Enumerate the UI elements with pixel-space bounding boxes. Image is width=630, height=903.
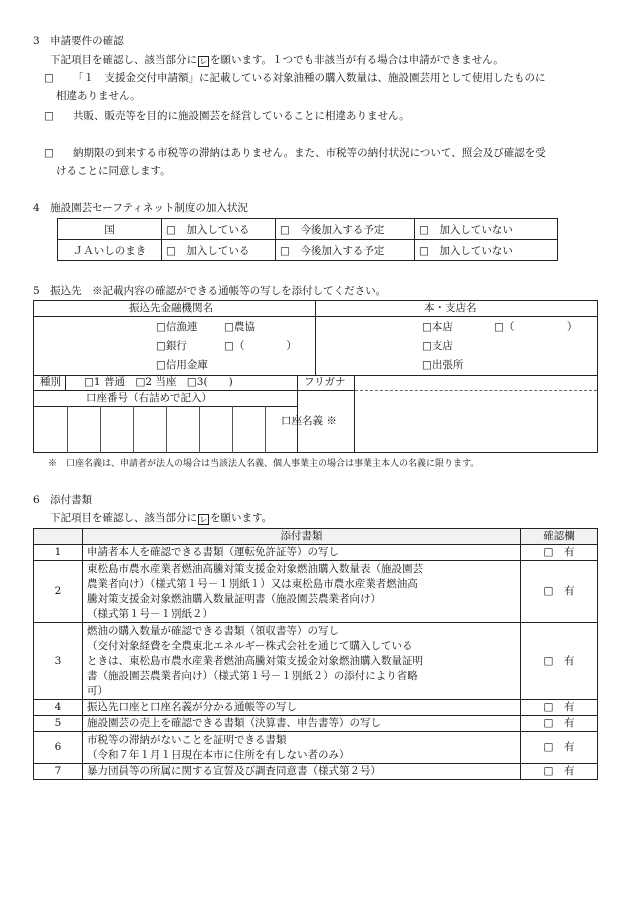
section3-instruction: [50, 53, 504, 67]
country-opt-joined[interactable]: □ 加入している: [162, 219, 276, 240]
attachments-table: [33, 528, 598, 780]
branch-opt-office[interactable]: □出張所: [422, 359, 464, 371]
row-line: 申請者本人を確認できる書類（運転免許証等）の写し: [87, 546, 339, 558]
table-row: [34, 716, 598, 732]
branch-opt-branch[interactable]: □支店: [422, 340, 453, 352]
row-line: 可）: [87, 684, 108, 697]
check-sample: レ: [199, 57, 208, 66]
branch-opt-head[interactable]: □本店: [422, 321, 453, 333]
ja-opt-joined[interactable]: □ 加入している: [162, 240, 276, 261]
s3-item2-checkbox[interactable]: □: [44, 110, 54, 122]
row-check[interactable]: □ 有: [521, 545, 598, 561]
account-note: ※ 口座名義は、申請者が法人の場合は当該法人名義、個人事業主の場合は事業主本人の名義に限ります。: [48, 459, 480, 469]
col-doc-header: 添付書類: [83, 529, 521, 545]
type-label: 種別: [40, 376, 61, 388]
row-line: 振込先口座と口座名義が分かる通帳等の写し: [87, 701, 297, 713]
bank-name-header: 振込先金融機関名: [129, 302, 213, 314]
row-ja-label: ＪＡいしのまき: [58, 240, 162, 261]
account-name-label: 口座名義 ※: [281, 415, 337, 427]
section6-title: 6 添付書類: [33, 494, 93, 506]
row-line: ときは、東松島市農水産業者燃油高騰対策支援金対象燃油購入数量証明: [87, 654, 423, 667]
s3-item1-text2: 相違ありません。: [56, 90, 141, 102]
row-check[interactable]: □ 有: [521, 623, 598, 700]
row-line: 東松島市農水産業者燃油高騰対策支援金対象燃油購入数量表（施設園芸: [87, 562, 423, 575]
row-check[interactable]: □ 有: [521, 716, 598, 732]
check-sample: レ: [199, 515, 208, 524]
row-text: [83, 700, 521, 716]
bank-opt-nokyo[interactable]: □農協: [224, 321, 255, 333]
s3-item2-text: 共販、販売等を目的に施設園芸を経営していることに相違ありません。: [73, 110, 410, 122]
table-row: [34, 764, 598, 780]
instr-post: を願います。１つでも非該当が有る場合は申請ができません。: [210, 54, 504, 66]
row-line: 燃油の購入数量が確認できる書類（領収書等）の写し: [87, 624, 339, 637]
row-no: 4: [34, 700, 83, 716]
row-line: 市税等の滞納がないことを証明できる書類: [87, 733, 287, 746]
instr-post: を願います。: [210, 512, 273, 524]
bank-opt-shinkin[interactable]: □信用金庫: [156, 359, 208, 371]
country-opt-not[interactable]: □ 加入していない: [415, 219, 558, 240]
s3-item3-text2: けることに同意します。: [56, 165, 171, 177]
table-row: [34, 545, 598, 561]
ja-opt-plan[interactable]: □ 今後加入する予定: [276, 240, 415, 261]
safety-net-table: [57, 218, 558, 261]
row-check[interactable]: □ 有: [521, 561, 598, 623]
row-no: 7: [34, 764, 83, 780]
s3-item1-checkbox[interactable]: □: [44, 72, 54, 84]
row-no: 2: [34, 561, 83, 623]
row-text: [83, 716, 521, 732]
section4-title: 4 施設園芸セーフティネット制度の加入状況: [33, 202, 248, 214]
row-line: 書（施設園芸農業者向け）（様式第１号－１別紙２）の添付により省略: [87, 669, 418, 682]
row-text: [83, 764, 521, 780]
row-check[interactable]: □ 有: [521, 732, 598, 764]
s3-item1-text: 「１ 支援金交付申請額」に記載している対象油種の購入数量は、施設園芸用として使用したものに: [73, 72, 546, 84]
row-line: 施設園芸の売上を確認できる書類（決算書、申告書等）の写し: [87, 717, 381, 729]
row-check[interactable]: □ 有: [521, 700, 598, 716]
account-number-label: 口座番号（右詰めで記入）: [86, 392, 212, 404]
branch-opt-other[interactable]: □（ ）: [494, 321, 578, 333]
furigana-label: フリガナ: [304, 376, 346, 388]
section6-instruction: [50, 511, 272, 525]
table-row: [34, 623, 598, 700]
row-no: 1: [34, 545, 83, 561]
row-text: [83, 732, 521, 764]
instr-pre: 下記項目を確認し、該当部分に: [50, 512, 197, 524]
table-row: [34, 561, 598, 623]
table-row: [34, 732, 598, 764]
row-line: 騰対策支援金対象燃油購入数量証明書（施設園芸農業者向け）: [87, 592, 381, 605]
row-check[interactable]: □ 有: [521, 764, 598, 780]
bank-opt-ginko[interactable]: □銀行: [156, 340, 187, 352]
row-no: 5: [34, 716, 83, 732]
row-line: （様式第１号－１別紙２）: [87, 607, 213, 620]
s3-item3-checkbox[interactable]: □: [44, 147, 54, 159]
section5-title: 5 振込先 ※記載内容の確認ができる通帳等の写しを添付してください。: [33, 285, 387, 297]
row-text: [83, 561, 521, 623]
row-line: （令和７年１月１日現在本市に住所を有しない者のみ）: [87, 748, 350, 761]
row-line: 暴力団員等の所属に関する宣誓及び調査同意書（様式第２号）: [87, 765, 381, 777]
table-row: [34, 700, 598, 716]
bank-opt-other[interactable]: □（ ）: [224, 340, 297, 352]
type-options[interactable]: □1 普通 □2 当座 □3( ): [84, 376, 233, 388]
branch-name-header: 本・支店名: [424, 302, 477, 314]
ja-opt-not[interactable]: □ 加入していない: [415, 240, 558, 261]
section3-title: 3 申請要件の確認: [33, 35, 124, 47]
bank-opt-shingyoren[interactable]: □信漁連: [156, 321, 198, 333]
row-line: 農業者向け）（様式第１号－１別紙１）又は東松島市農水産業者燃油高: [87, 577, 418, 590]
row-no: 3: [34, 623, 83, 700]
col-check-header: 確認欄: [521, 529, 598, 545]
country-opt-plan[interactable]: □ 今後加入する予定: [276, 219, 415, 240]
s3-item3-text: 納期限の到来する市税等の滞納はありません。また、市税等の納付状況について、照会及び確認を受: [73, 147, 546, 159]
row-no: 6: [34, 732, 83, 764]
bank-box: [33, 300, 598, 453]
row-line: （交付対象経費を全農東北エネルギー株式会社を通じて購入している: [87, 639, 413, 652]
row-country-label: 国: [58, 219, 162, 240]
row-text: [83, 545, 521, 561]
row-text: [83, 623, 521, 700]
instr-pre: 下記項目を確認し、該当部分に: [50, 54, 197, 66]
